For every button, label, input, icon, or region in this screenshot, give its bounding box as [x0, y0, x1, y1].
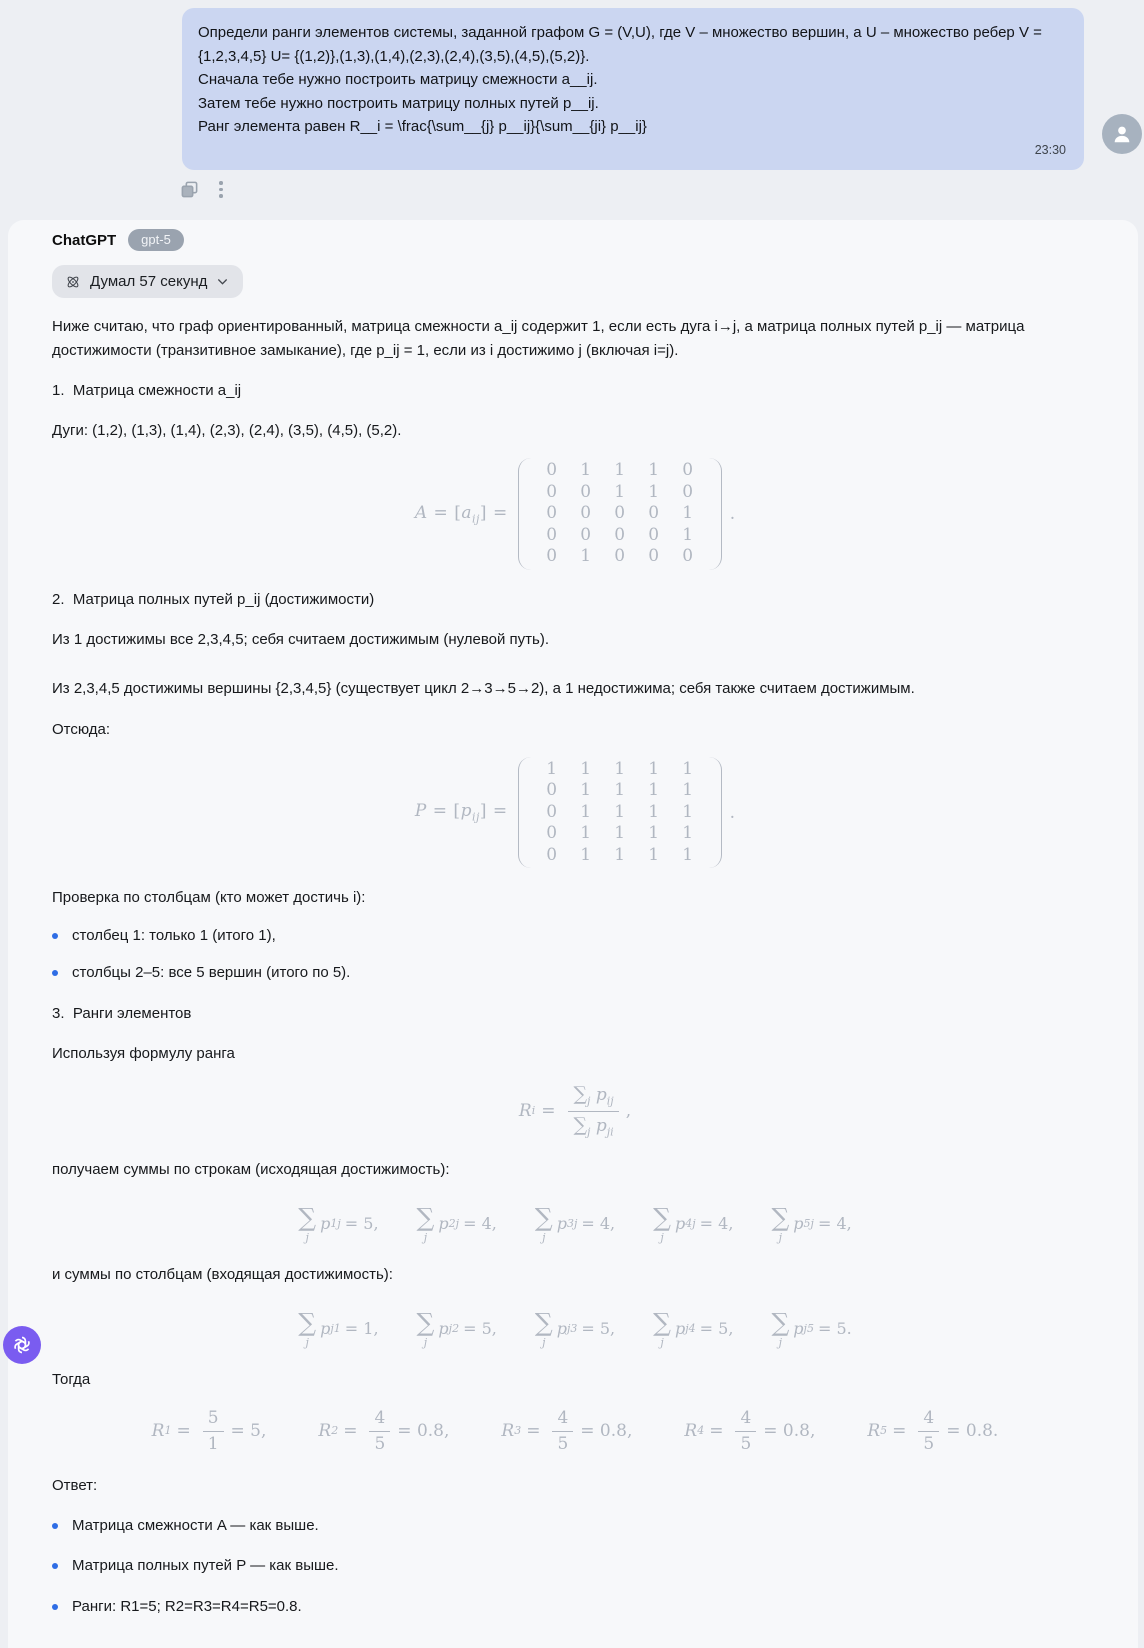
model-badge: gpt-5: [128, 229, 184, 251]
matrix-p-formula: $P = [p_{ij}]$ = 1 1 1 1 1 0 1 1 1 1 0 1 1 1 1 0 1 1 1 1 0 1 1 1 1 .: [52, 757, 1098, 869]
section2-title: 2. Матрица полных путей p_ij (достижимости): [52, 590, 375, 608]
section1-title: 1. Матрица смежности a_ij: [52, 381, 242, 399]
person-icon: [1111, 123, 1133, 145]
col-sums-title: и суммы по столбцам (входящая достижимость):: [52, 1266, 393, 1284]
answer-title: Ответ:: [52, 1476, 98, 1494]
bullet-icon: [52, 1523, 58, 1529]
intro-paragraph: Ниже считаю, что граф ориентированный, матрица смежности a_ij содержит 1, если есть дуга i→j, а матрица полных путей p_ij — матрица достижимости (транзитивное замыкание), где p_ij = 1, если из i достижимо j (включая i=j).: [52, 318, 1029, 359]
using-formula-label: Используя формулу ранга: [52, 1044, 235, 1062]
assistant-header: [52, 229, 1098, 251]
bullet-icon: [52, 970, 58, 976]
bullet-icon: [52, 933, 58, 939]
openai-knot-icon: [10, 1333, 34, 1357]
matrix-a-formula: $A = [a_{ij}]$ = 0 1 1 1 0 0 0 1 1 0 0 0 0 0 1 0 0 0 0 1 0 1 0 0 0 .: [52, 458, 1098, 570]
reachability-from-2345: Из 2,3,4,5 достижимы вершины {2,3,4,5} (существует цикл 2→3→5→2), а 1 недостижима; себя также считаем достижимым.: [52, 680, 915, 698]
thinking-label: Думал 57 секунд: [90, 273, 208, 291]
left-paren: [518, 757, 531, 869]
left-paren: [518, 458, 531, 570]
chevron-down-icon: [216, 275, 229, 288]
kebab-menu-icon: [219, 181, 223, 185]
right-paren: [709, 458, 722, 570]
bullet-icon: [52, 1563, 58, 1569]
matrix-p: 1 1 1 1 1 0 1 1 1 1 0 1 1 1 1 0 1 1 1 1 0 1 1 1 1: [518, 757, 722, 869]
user-message-text: Определи ранги элементов системы, заданной графом G = (V,U), где V – множество вершин, а U – множество ребер V = {1,2,3,4,5} U= {(1,2)},(1,3),(1,4),(2,3),(2,4),(3,5),(4,5),(5,2)}. Сначала тебе нужно построить матрицу смежности a__ij. Затем тебе нужно построить матрицу полных путей p__ij. Ранг элемента равен R__i = \frac{\sum__{j} p__ij}{\sum__{ji} p__ij}: [198, 24, 1047, 136]
column-check-title: Проверка по столбцам (кто может достичь i):: [52, 889, 366, 907]
then-label: Тогда: [52, 1371, 91, 1389]
assistant-name: ChatGPT: [52, 231, 117, 249]
copy-button[interactable]: [180, 180, 199, 199]
assistant-response-card: [8, 220, 1138, 1648]
list-item: столбцы 2–5: все 5 вершин (итого по 5).: [52, 962, 1098, 985]
atom-icon: [65, 274, 81, 290]
rank-results-formula: R 1 = $\frac{5}{1}$ = 5, R 2 = $\frac{4}{5}$ = 0.8, R 3 = $\frac{4}{5}$ = 0.8, R 4 = $\frac{4}{5}$ = 0.8, R 5 = $\frac{4}{5}$ = 0.8.: [151, 1407, 999, 1454]
rank-definition-formula: R i = $\frac{\sum_j p_{ij}}{\sum_j p_{ji}}$ ,: [518, 1083, 632, 1138]
answer-list: [52, 1515, 1098, 1619]
message-timestamp: 23:30: [1034, 142, 1066, 157]
reachability-from-1: Из 1 достижимы все 2,3,4,5; себя считаем достижимым (нулевой путь).: [52, 631, 550, 649]
message-actions: [180, 178, 1144, 200]
section3-title: 3. Ранги элементов: [52, 1004, 192, 1022]
col-sums-formula: ∑ j p j1 = 1, ∑ j p j2 = 5, ∑ j p j3 = 5, ∑ j p j4 = 5, ∑ j p j5 = 5.: [298, 1308, 852, 1350]
row-sums-title: получаем суммы по строкам (исходящая достижимость):: [52, 1160, 450, 1178]
user-message-area: [0, 0, 1144, 170]
list-item: Ранги: R1=5; R2=R3=R4=R5=0.8.: [52, 1596, 1098, 1619]
chatgpt-logo: [3, 1326, 41, 1364]
bullet-icon: [52, 1604, 58, 1610]
list-item: Матрица полных путей P — как выше.: [52, 1555, 1098, 1578]
thinking-toggle-button[interactable]: [52, 265, 243, 298]
arcs-line: Дуги: (1,2), (1,3), (1,4), (2,3), (2,4), (3,5), (4,5), (5,2).: [52, 422, 402, 440]
hence-label: Отсюда:: [52, 720, 111, 738]
matrix-a: 0 1 1 1 0 0 0 1 1 0 0 0 0 0 1 0 0 0 0 1 0 1 0 0 0: [518, 458, 722, 570]
more-options-button[interactable]: [215, 179, 227, 200]
right-paren: [709, 757, 722, 869]
user-avatar: [1102, 114, 1142, 154]
row-sums-formula: ∑ j p 1j = 5, ∑ j p 2j = 4, ∑ j p 3j = 4, ∑ j p 4j = 4, ∑ j p 5j = 4,: [298, 1203, 852, 1245]
user-message-bubble: [182, 8, 1084, 170]
list-item: столбец 1: только 1 (итого 1),: [52, 925, 1098, 948]
column-check-list: [52, 925, 1098, 985]
copy-icon: [180, 180, 199, 199]
list-item: Матрица смежности A — как выше.: [52, 1515, 1098, 1538]
